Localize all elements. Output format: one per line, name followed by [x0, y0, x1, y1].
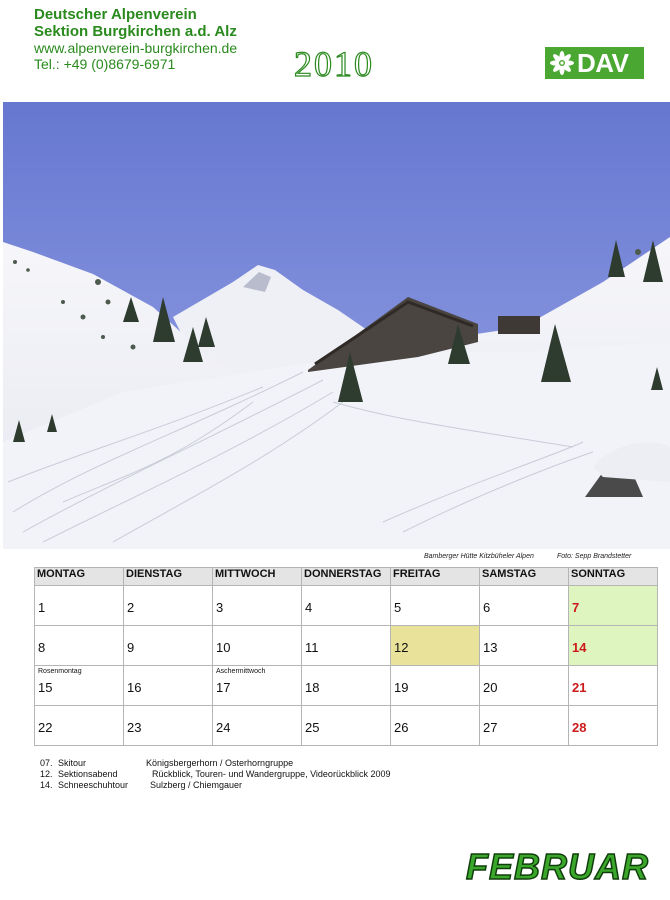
day-number: 23	[127, 720, 142, 735]
day-number: 27	[483, 720, 498, 735]
day-cell-event	[391, 626, 480, 666]
day-cell	[35, 666, 124, 706]
calendar-grid	[34, 567, 658, 746]
month-title: FEBRUAR	[466, 846, 649, 887]
photo-caption-location: Bamberger Hütte Kitzbüheler Alpen	[424, 553, 534, 560]
day-number: 15	[38, 680, 53, 695]
day-cell-sunday	[569, 706, 658, 746]
day-cell-sunday	[569, 666, 658, 706]
week-row	[35, 586, 658, 626]
day-cell	[480, 586, 569, 626]
event-item	[40, 780, 390, 791]
weekday-saturday: SAMSTAG	[480, 568, 569, 586]
day-number: 9	[127, 640, 135, 655]
logo-text: DAV	[577, 47, 629, 78]
weekday-thursday: DONNERSTAG	[302, 568, 391, 586]
day-number: 16	[127, 680, 142, 695]
day-number: 5	[394, 600, 402, 615]
holiday-label: Aschermittwoch	[216, 668, 266, 675]
holiday-label: Rosenmontag	[38, 668, 82, 675]
day-cell	[302, 626, 391, 666]
day-number: 26	[394, 720, 409, 735]
day-number: 11	[305, 640, 319, 655]
dav-logo	[545, 47, 644, 79]
day-number: 20	[483, 680, 498, 695]
weekday-monday: MONTAG	[35, 568, 124, 586]
day-number: 14	[572, 640, 587, 655]
day-number: 17	[216, 680, 231, 695]
day-cell	[480, 706, 569, 746]
day-cell	[124, 666, 213, 706]
event-item	[40, 769, 390, 780]
photo-caption-credit: Foto: Sepp Brandstetter	[557, 553, 632, 560]
day-number: 13	[483, 640, 498, 655]
day-number: 4	[305, 600, 313, 615]
day-cell	[302, 706, 391, 746]
day-number: 7	[572, 600, 580, 615]
weekday-tuesday: DIENSTAG	[124, 568, 213, 586]
week-row	[35, 706, 658, 746]
weekday-sunday: SONNTAG	[569, 568, 658, 586]
day-cell	[480, 626, 569, 666]
day-number: 3	[216, 600, 224, 615]
event-description: Königsbergerhorn / Osterhorngruppe	[146, 758, 294, 768]
event-type: Schneeschuhtour	[58, 780, 129, 790]
day-cell	[35, 706, 124, 746]
winter-mountain-photo	[3, 102, 670, 549]
day-cell-sunday-event	[569, 626, 658, 666]
day-number: 25	[305, 720, 320, 735]
calendar-year: 2010	[294, 44, 374, 84]
day-cell	[213, 666, 302, 706]
day-cell-sunday-event	[569, 586, 658, 626]
day-cell	[213, 706, 302, 746]
edelweiss-icon	[549, 50, 575, 76]
organization-info	[34, 6, 237, 72]
day-number: 22	[38, 720, 53, 735]
day-cell	[213, 586, 302, 626]
org-section: Sektion Burgkirchen a.d. Alz	[34, 23, 237, 40]
event-date: 07.	[40, 758, 53, 768]
day-cell	[213, 626, 302, 666]
week-row	[35, 666, 658, 706]
day-cell	[124, 706, 213, 746]
event-date: 12.	[40, 769, 53, 779]
day-cell	[480, 666, 569, 706]
day-cell	[391, 706, 480, 746]
week-row	[35, 626, 658, 666]
org-name: Deutscher Alpenverein	[34, 6, 197, 23]
event-description: Sulzberg / Chiemgauer	[150, 780, 243, 790]
day-number: 6	[483, 600, 491, 615]
event-description: Rückblick, Touren- und Wandergruppe, Videorückblick 2009	[152, 769, 391, 779]
day-cell	[302, 586, 391, 626]
weekday-friday: FREITAG	[391, 568, 480, 586]
day-cell	[35, 586, 124, 626]
event-date: 14.	[40, 780, 53, 790]
event-item	[40, 758, 390, 769]
day-number: 28	[572, 720, 587, 735]
org-website[interactable]: www.alpenverein-burgkirchen.de	[34, 40, 238, 56]
weekday-header-row	[35, 568, 658, 586]
day-number: 8	[38, 640, 46, 655]
day-number: 1	[38, 600, 46, 615]
day-cell	[391, 666, 480, 706]
day-cell	[391, 586, 480, 626]
day-number: 18	[305, 680, 320, 695]
weekday-wednesday: MITTWOCH	[213, 568, 302, 586]
event-type: Sektionsabend	[58, 769, 118, 779]
org-phone: Tel.: +49 (0)8679-6971	[34, 56, 176, 72]
day-number: 12	[394, 640, 409, 655]
day-number: 10	[216, 640, 231, 655]
day-cell	[302, 666, 391, 706]
day-number: 24	[216, 720, 231, 735]
day-cell	[124, 626, 213, 666]
day-number: 19	[394, 680, 409, 695]
day-cell	[35, 626, 124, 666]
day-number: 2	[127, 600, 135, 615]
event-type: Skitour	[58, 758, 87, 768]
day-number: 21	[572, 680, 587, 695]
event-list	[40, 758, 390, 791]
day-cell	[124, 586, 213, 626]
